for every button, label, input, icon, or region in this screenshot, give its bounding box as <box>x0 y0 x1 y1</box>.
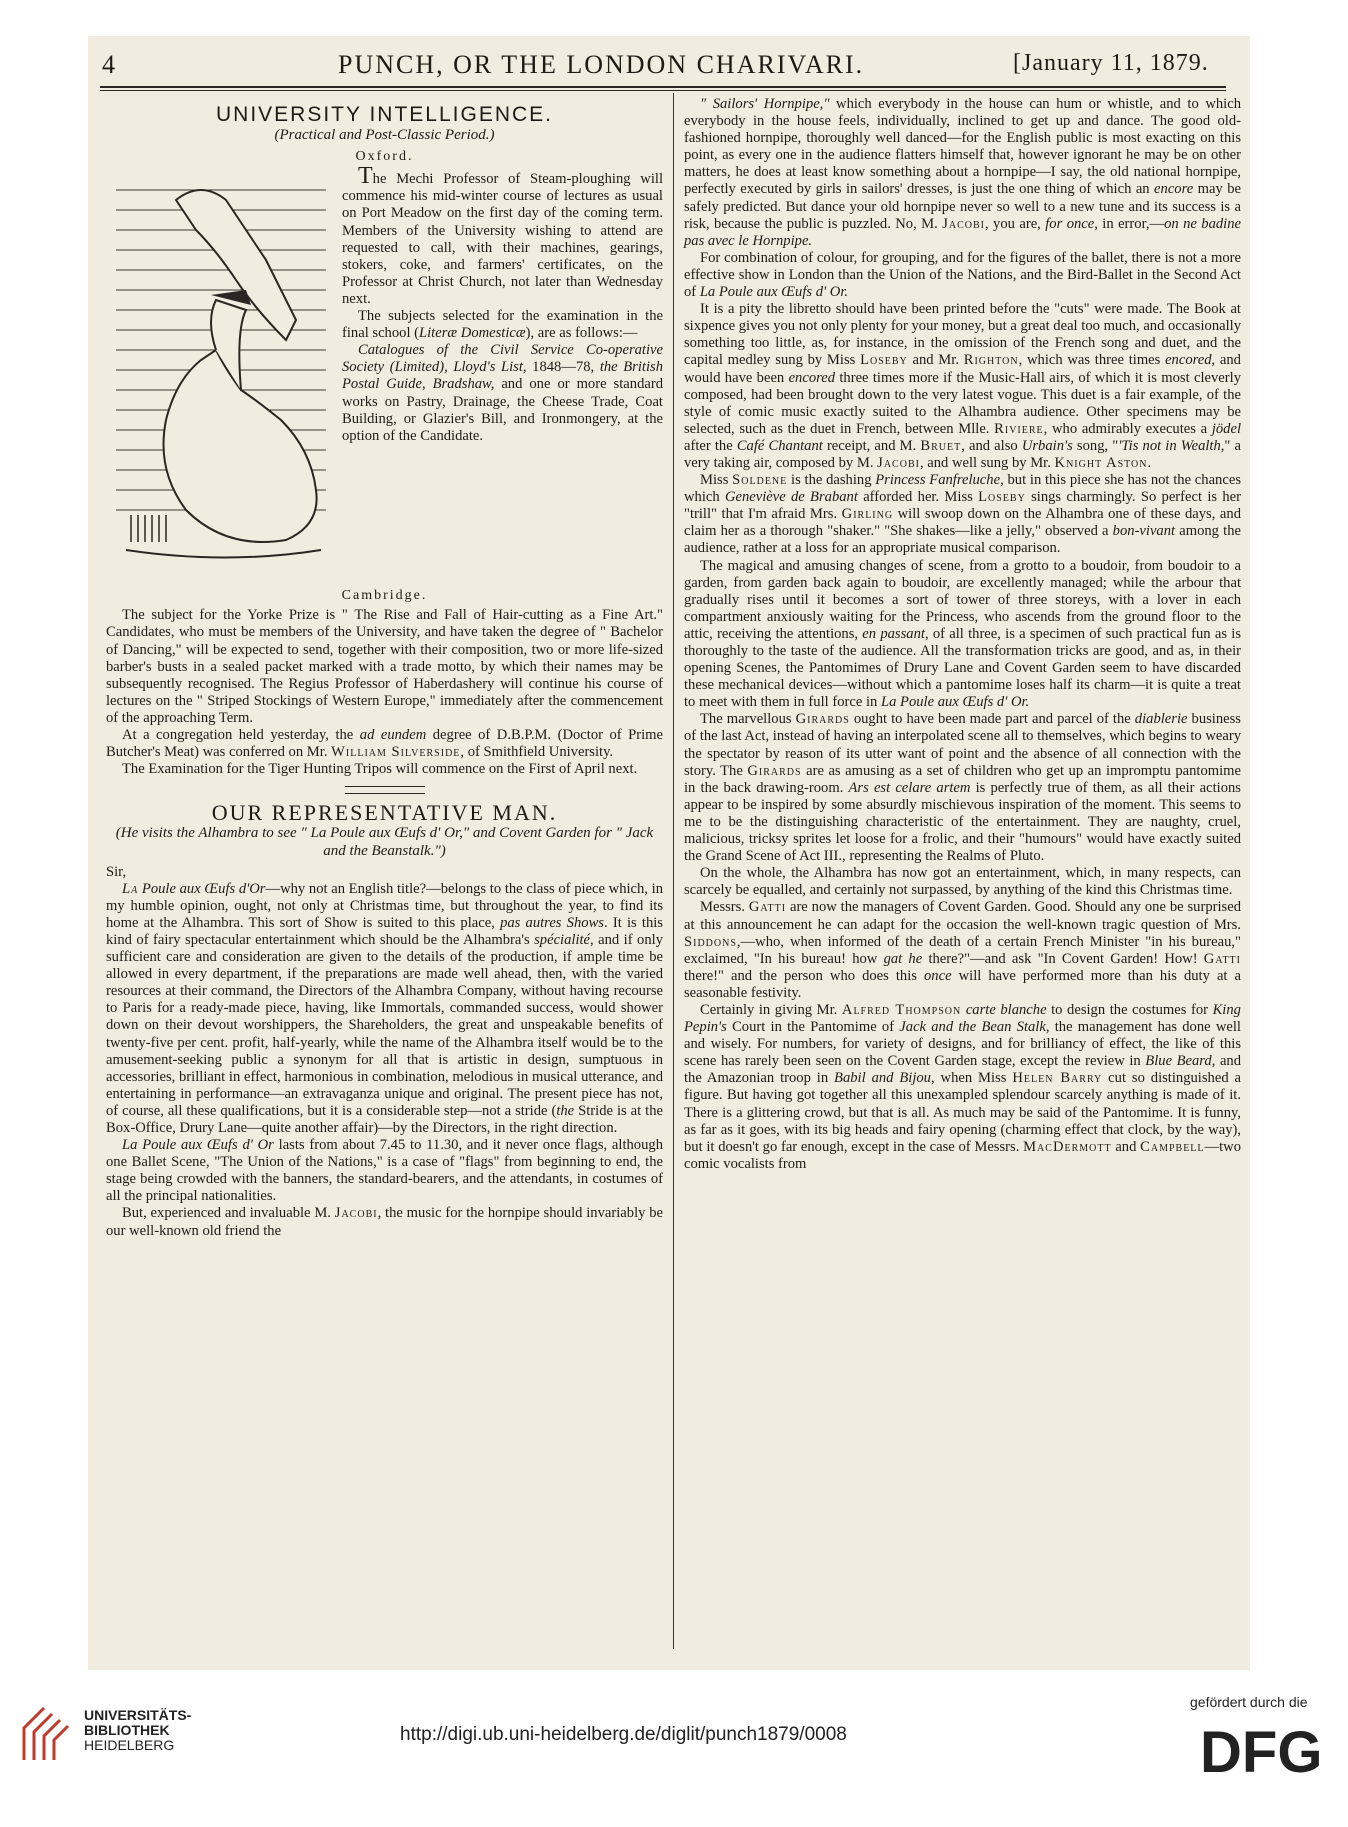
salutation: Sir, <box>106 863 127 880</box>
representative-para-1: La Poule aux Œufs d'Or—why not an English title?—belongs to the class of piece which, in my humble opinion, ought, not only at Christmas time, but throughout the year, to find its home at the Alhambra. This sort of Show is suited to this place, pas autres Shows. It is this kind of fairy spectacular entertainment which should be the Alhambra's spécialité, and if only sufficient care and consideration are given to the details of the production, if ample time be allowed in every department, if the preparations are made well ahead, then, with the varied resources at their command, the Directors of the Alhambra Company, without having recourse to Paris for a ready-made piece, having, like Immortals, commanded success, would shower down on their devout worshippers, the Shareholders, the great and unspeakable benefits of twenty-five per cent. profit, half-yearly, while the name of the Alhambra itself would be to the amusement-seeking public a synonym for all that is artistic in design, sumptuous in accessories, brilliant in effect, harmonious in combination, melodious in musical utterance, and entertaining in performance—an extravaganza unique and original. The present piece has not, of course, all these qualifications, but it is a considerable step—not a stride (the Stride is at the Box-Office, Drury Lane—quite another affair)—by the Directors, in the right direction. <box>106 880 663 1136</box>
right-para-2: For combination of colour, for grouping, and for the figures of the ballet, there is not a more effective show in London than the Union of the Nations, and the Bird-Ballet in the Second Act of La Poule aux Œufs d' Or. <box>684 249 1241 301</box>
library-name <box>84 1708 191 1753</box>
library-line-2: BIBLIOTHEK <box>84 1722 170 1738</box>
digitization-footer <box>0 1672 1348 1827</box>
representative-para-2: La Poule aux Œufs d' Or lasts from about 7.45 to 11.30, and it never once flags, although one Ballet Scene, "The Union of the Nations," is a case of "flags" from beginning to end, the stage being crowded with the banners, the standard-bearers, and the attendants, in costumes of all the principal nationalities. <box>106 1137 663 1205</box>
library-line-1: UNIVERSITÄTS- <box>84 1707 192 1723</box>
section-cambridge: Cambridge. <box>341 588 428 604</box>
representative-para-3: But, experienced and invaluable M. Jacobi, the music for the hornpipe should invariably be our well-known old friend the <box>106 1205 664 1239</box>
newspaper-page <box>88 36 1250 1670</box>
column-divider <box>673 93 674 1649</box>
dfg-logo-text: DFG <box>1200 1720 1323 1780</box>
dfg-logo <box>1200 1720 1330 1780</box>
library-line-3: HEIDELBERG <box>84 1737 175 1753</box>
article-heading: UNIVERSITY INTELLIGENCE. <box>215 103 554 126</box>
funding-note: gefördert durch die <box>1190 1694 1308 1710</box>
header-rule <box>100 86 1226 88</box>
permalink[interactable]: http://digi.ub.uni-heidelberg.de/diglit/punch1879/0008 <box>400 1724 847 1745</box>
cambridge-para-2: At a congregation held yesterday, the ad eundem degree of D.B.P.M. (Doctor of Prime Butcher's Meat) was conferred on Mr. William Silverside, of Smithfield University. <box>106 727 663 761</box>
oxford-para-3: Catalogues of the Civil Service Co-operative Society (Limited), Lloyd's List, 1848—78, the British Postal Guide, Bradshaw, and one or more standard works on Pastry, Drainage, the Cheese Trade, Coat Building, or Glazier's Bill, and Ironmongery, at the option of the Candidate. <box>342 342 663 444</box>
right-para-4: Miss Soldene is the dashing Princess Fanfreluche, but in this piece she has not the chances which Geneviève de Brabant afforded her. Miss Loseby sings charmingly. So perfect is her "trill" that I'm afraid Mrs. Girling will swoop down on the Alhambra one of these days, and claim her as a thorough "shaker." "She shakes—like a jelly," observed a bon-vivant among the audience, rather at a loss for an appropriate musical comparison. <box>684 472 1242 557</box>
article-subtitle: (Practical and Post-Classic Period.) <box>274 127 495 144</box>
publication-title: PUNCH, OR THE LONDON CHARIVARI. <box>338 50 865 79</box>
right-para-9: Certainly in giving Mr. Alfred Thompson carte blanche to design the costumes for King Pepin's Court in the Pantomime of Jack and the Bean Stalk, the management has done well and wisely. For numbers, for variety of designs, and for brilliancy of effect, the like of this scene has rarely been seen on the Covent Garden stage, except the review in Blue Beard, and the Amazonian troop in Babil and Bijou, when Miss Helen Barry cut so distinguished a figure. But having got together all this unexampled splendour scarcely anything is made of it. There is a glittering crowd, but that is all. As much may be said of the Pantomime. It is funny, as far as it goes, with its big heads and fairy opening (charming effect that clock, by the way), but it doesn't go far enough, except in the case of Messrs. MacDermott and Campbell—two comic vocalists from <box>684 1001 1242 1172</box>
swan-plough-illustration <box>106 170 332 580</box>
oxford-para-2: The subjects selected for the examination in the final school (Literæ Domesticæ), are as follows:— <box>342 308 663 342</box>
section-separator <box>345 786 425 794</box>
page-header <box>88 44 1250 84</box>
article-subtitle-2: (He visits the Alhambra to see " La Poule aux Œufs d' Or," and Covent Garden for " Jack and the Beanstalk.") <box>115 825 654 859</box>
right-para-6: The marvellous Girards ought to have been made part and parcel of the diablerie business of the last Act, instead of having an interpolated scene all to themselves, which begins to weary the spectator by reason of its utter want of point and the absence of all connection with the story. The Girards are as amusing as a set of children who get up an impromptu pantomime in the back drawing-room. Ars est celare artem is perfectly true of them, as all their actions appear to be inspired by some absurdly mischievous inspiration of the moment. This seems to me to be the distinguishing characteristic of the entertainment. They are naughty, cruel, malicious, tricksy sprites let loose for a frolic, and their "humours" would have exactly suited the Grand Scene of Act III., representing the Realms of Pluto. <box>684 711 1241 865</box>
right-para-5: The magical and amusing changes of scene, from a grotto to a boudoir, from boudoir to a garden, from garden back again to boudoir, are excellently managed; while the arbour that gradually rises until it becomes a sort of tower of three storeys, with a lover in each compartment anxiously waiting for the Princess, who ascends from the ground floor to the attic, receiving the attentions, en passant, of all three, is a specimen of such practical fun as is thoroughly to the taste of the audience. All the transformation tricks are good, and as, in their opening Scenes, the Pantomimes of Drury Lane and Covent Garden seem to have discarded these mechanical devices—without which a pantomime loses half its charm—it is quite a treat to meet with them in full force in La Poule aux Œufs d' Or. <box>684 557 1241 711</box>
cambridge-para-1: The subject for the Yorke Prize is " The Rise and Fall of Hair-cutting as a Fine Art." Candidates, who must be members of the University, and have taken the degree of " Bachelor of Dancing," will be expected to send, together with their composition, two or more life-sized barber's busts in a sealed packet marked with a trade motto, by which their names may be subsequently recognised. The Regius Professor of Haberdashery will continue his course of lectures on the " Striped Stockings of Western Europe," immediately after the commencement of the approaching Term. <box>106 607 663 726</box>
issue-date: [January 11, 1879. <box>1013 50 1209 76</box>
left-column <box>106 96 663 1240</box>
oxford-para-1: The Mechi Professor of Steam-ploughing will commence his mid-winter course of lectures as usual on Port Meadow on the first day of the coming term. Members of the University wishing to attend are requested to call, with their machines, gearings, stokers, coke, and farmers' certificates, on the Professor at Christ Church, not later than Wednesday next. <box>342 163 663 307</box>
right-para-8: Messrs. Gatti are now the managers of Covent Garden. Good. Should any one be surprised at this announcement he can adapt for the occasion the well-known tragic question of Mrs. Siddons,—who, when informed of the death of a certain French Minister "in his bureau," exclaimed, "In his bureau! how gat he there?"—and ask "In Covent Garden! How! Gatti there!" and the person who does this once will have performed more than his duty at a seasonable festivity. <box>684 899 1241 1001</box>
header-rule-thin <box>100 90 1226 91</box>
page-number: 4 <box>102 50 116 79</box>
cambridge-para-3: The Examination for the Tiger Hunting Tripos will commence on the First of April next. <box>122 761 638 778</box>
right-column <box>684 96 1241 1173</box>
article-heading-2: OUR REPRESENTATIVE MAN. <box>211 800 558 826</box>
right-para-3: It is a pity the libretto should have been printed before the "cuts" were made. The Book at sixpence gives you not only plenty for your money, but a great deal too much, and occasionally something too little, as, for instance, in the omission of the French song and duet, and the capital medley sung by Miss Loseby and Mr. Righton, which was three times encored, and would have been encored three times more if the Music-Hall airs, of which it is most cleverly composed, had been brought down to the very latest vogue. This duet is a fair example, of the style of comic music exactly suited to the Alhambra audience. Other specimens may be selected, such as the duet in French, between Mlle. Riviere, who admirably executes a jödel after the Café Chantant receipt, and M. Bruet, and also Urbain's song, "'Tis not in Wealth," a very taking air, composed by M. Jacobi, and well sung by Mr. Knight Aston. <box>684 301 1241 471</box>
university-library-logo-icon <box>18 1702 76 1766</box>
right-para-1: " Sailors' Hornpipe," which everybody in the house can hum or whistle, and to which everybody in the house feels, individually, inclined to get up and dance. The good old-fashioned hornpipe, thoroughly well danced—for the English public is most exacting on this point, as every one in the audience flatters himself that, however ignorant he may be on other matters, he does at least know something about a hornpipe—I say, the old national hornpipe, perfectly executed by girls in sailors' dresses, is just the one thing of which an encore may be safely predicted. But dance your old hornpipe never so well to a new tune and its success is a risk, because the public is puzzled. No, M. Jacobi, you are, for once, in error,—on ne badine pas avec le Hornpipe. <box>684 96 1242 249</box>
right-para-7: On the whole, the Alhambra has now got an entertainment, which, in many respects, can scarcely be equalled, and certainly not surpassed, by anything of the kind this Christmas time. <box>684 865 1241 899</box>
section-oxford: Oxford. <box>355 149 414 165</box>
